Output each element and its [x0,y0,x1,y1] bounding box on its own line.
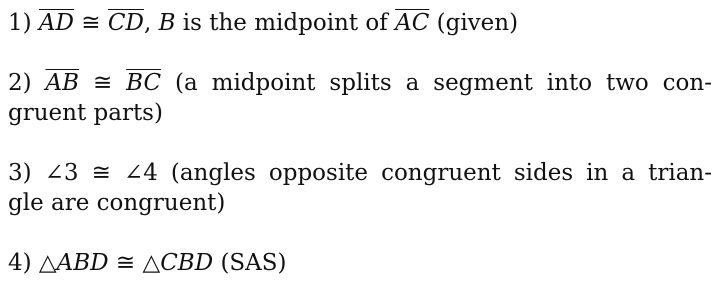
angle-4: 4 [143,160,158,186]
segment-bc: $\overline{BC}$ [126,70,162,96]
point-b: B [158,10,176,36]
comma: , [143,10,152,36]
triangle-cbd: CBD [160,250,214,276]
segment-cd: $\overline{CD}$ [107,10,144,36]
proof-step-2-line-2 [8,98,163,128]
congruent-symbol: ≅ [115,250,136,276]
reason-text: (given) [436,10,519,36]
congruent-symbol: ≅ [81,10,101,36]
step-number: 4) [8,250,32,276]
segment-ac: $\overline{AC}$ [395,10,430,36]
reason-text-line-1: (a midpoint splits a segment into two con- [175,70,712,96]
proof-step-3-line-2 [8,188,225,218]
segment-ab: $\overline{AB}$ [45,70,80,96]
step-number: 3) [8,160,32,186]
reason-text-line-2: gle are congruent) [8,190,226,216]
angle-symbol: ∠ [123,160,144,186]
proof-step-4 [8,248,287,278]
angle-symbol: ∠ [44,160,64,186]
step-number: 2) [8,70,32,96]
step-number: 1) [8,10,32,36]
congruent-symbol: ≅ [92,70,113,96]
reason-text: (SAS) [220,250,287,276]
proof-step-2-line-1 [8,68,712,98]
proof-step-3-line-1 [8,158,712,188]
reason-text-line-1: (angles opposite congruent sides in a trian- [170,160,712,186]
congruent-symbol: ≅ [91,160,111,186]
midpoint-text: is the midpoint of [182,10,388,36]
segment-ad: $\overline{AD}$ [38,10,74,36]
triangle-abd: ABD [56,250,109,276]
triangle-symbol: △ [38,250,57,276]
angle-3: 3 [63,160,79,186]
triangle-symbol: △ [142,250,161,276]
proof-step-1 [8,8,518,38]
reason-text-line-2: gruent parts) [8,100,163,126]
